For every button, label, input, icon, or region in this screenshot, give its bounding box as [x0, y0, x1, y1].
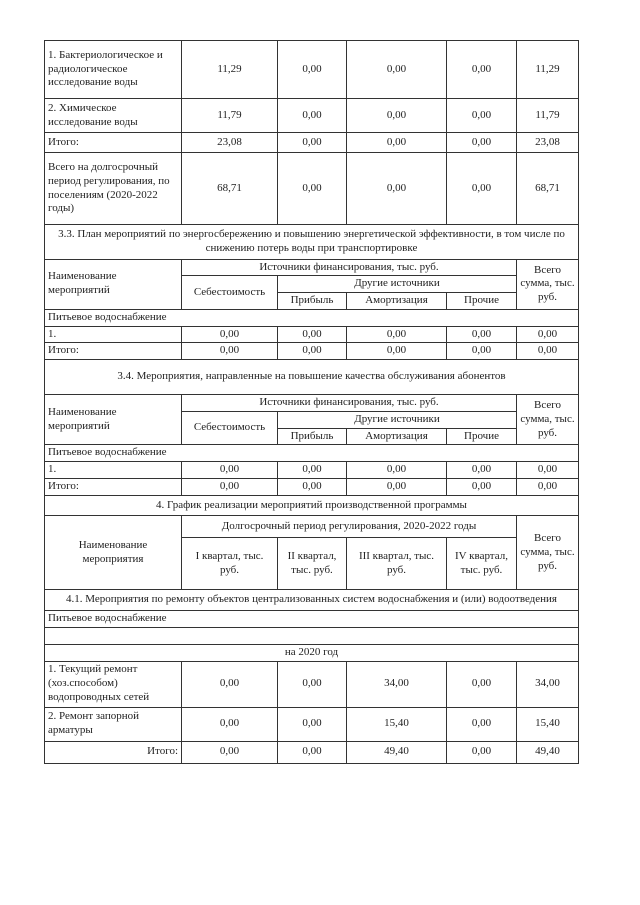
header-row: [45, 395, 579, 412]
section-title: 3.4. Мероприятия, направленные на повышение качества обслуживания абонентов: [45, 360, 579, 395]
year-label: на 2020 год: [45, 644, 579, 661]
column-header-profit: Прибыль: [278, 293, 347, 310]
cell: 0,00: [278, 741, 347, 763]
cell: 11,79: [182, 99, 278, 133]
column-header-total: Всего сумма, тыс. руб.: [517, 395, 579, 445]
column-header-name: Наименование мероприятий: [45, 259, 182, 309]
row-name: Итого:: [45, 133, 182, 153]
row-name: 2. Ремонт запорной арматуры: [45, 707, 182, 741]
section-title: 4.1. Мероприятия по ремонту объектов централизованных систем водоснабжения и (или) водоотведения: [45, 590, 579, 611]
table-row: [45, 153, 579, 225]
cell: 0,00: [347, 326, 447, 343]
cell: 0,00: [447, 326, 517, 343]
group-row: [45, 611, 579, 628]
cell: 0,00: [517, 326, 579, 343]
cell: 0,00: [182, 741, 278, 763]
cell: 0,00: [278, 41, 347, 99]
document-page: [44, 40, 578, 764]
cell: 0,00: [278, 153, 347, 225]
row-name: Всего на долгосрочный период регулирования, по поселениям (2020-2022 годы): [45, 153, 182, 225]
cell: 0,00: [447, 478, 517, 495]
cell: 0,00: [182, 478, 278, 495]
column-header-cost: Себестоимость: [182, 276, 278, 310]
column-header-other: Другие источники: [278, 411, 517, 428]
cell: 0,00: [182, 343, 278, 360]
cell: 0,00: [447, 462, 517, 479]
cell: 0,00: [447, 661, 517, 707]
cell: 0,00: [517, 343, 579, 360]
table-row: [45, 661, 579, 707]
table-row: [45, 478, 579, 495]
cell: 0,00: [278, 133, 347, 153]
column-header-sources: Источники финансирования, тыс. руб.: [182, 395, 517, 412]
program-table: [44, 40, 579, 764]
cell: 0,00: [447, 133, 517, 153]
cell: 11,79: [517, 99, 579, 133]
cell: 0,00: [182, 661, 278, 707]
cell: 49,40: [347, 741, 447, 763]
header-row: [45, 259, 579, 276]
cell: 0,00: [347, 153, 447, 225]
table-row: [45, 133, 579, 153]
cell: 0,00: [447, 41, 517, 99]
cell: 49,40: [517, 741, 579, 763]
cell: 0,00: [278, 478, 347, 495]
spacer-row: [45, 627, 579, 644]
section-title: 4. График реализации мероприятий производственной программы: [45, 495, 579, 516]
cell: 0,00: [278, 343, 347, 360]
cell: 0,00: [278, 326, 347, 343]
column-header-q3: III квартал, тыс. руб.: [347, 538, 447, 590]
row-name: Итого:: [45, 478, 182, 495]
cell: 0,00: [517, 462, 579, 479]
cell: 34,00: [347, 661, 447, 707]
cell: 23,08: [517, 133, 579, 153]
group-label: Питьевое водоснабжение: [45, 445, 579, 462]
table-row: [45, 326, 579, 343]
cell: 11,29: [182, 41, 278, 99]
header-row: [45, 516, 579, 538]
row-name: Итого:: [45, 343, 182, 360]
cell: 68,71: [182, 153, 278, 225]
section-title-row: [45, 225, 579, 260]
column-header-period: Долгосрочный период регулирования, 2020-2022 годы: [182, 516, 517, 538]
cell: 0,00: [447, 153, 517, 225]
column-header-sources: Источники финансирования, тыс. руб.: [182, 259, 517, 276]
cell: 0,00: [182, 326, 278, 343]
table-row: [45, 41, 579, 99]
column-header-misc: Прочие: [447, 293, 517, 310]
section-title-row: [45, 360, 579, 395]
table-row: [45, 707, 579, 741]
column-header-name: Наименование мероприятий: [45, 395, 182, 445]
cell: 0,00: [278, 462, 347, 479]
group-row: [45, 309, 579, 326]
section-title: 3.3. План мероприятий по энергосбережению и повышению энергетической эффективности, в том числе по снижению потерь воды при транспортировке: [45, 225, 579, 260]
cell: 0,00: [347, 41, 447, 99]
cell: 0,00: [278, 707, 347, 741]
table-row: [45, 462, 579, 479]
column-header-other: Другие источники: [278, 276, 517, 293]
column-header-total: Всего сумма, тыс. руб.: [517, 516, 579, 590]
column-header-cost: Себестоимость: [182, 411, 278, 445]
cell: 0,00: [278, 661, 347, 707]
row-name: 1.: [45, 462, 182, 479]
cell: 0,00: [182, 462, 278, 479]
cell: 0,00: [447, 343, 517, 360]
row-name: 1.: [45, 326, 182, 343]
group-row: [45, 445, 579, 462]
cell: 23,08: [182, 133, 278, 153]
column-header-q2: II квартал, тыс. руб.: [278, 538, 347, 590]
cell: 34,00: [517, 661, 579, 707]
spacer: [45, 627, 579, 644]
cell: 11,29: [517, 41, 579, 99]
cell: 0,00: [347, 133, 447, 153]
cell: 0,00: [447, 741, 517, 763]
cell: 0,00: [447, 99, 517, 133]
cell: 0,00: [347, 462, 447, 479]
column-header-amortization: Амортизация: [347, 428, 447, 445]
row-name: 1. Бактериологическое и радиологическое исследование воды: [45, 41, 182, 99]
column-header-misc: Прочие: [447, 428, 517, 445]
cell: 0,00: [278, 99, 347, 133]
cell: 0,00: [447, 707, 517, 741]
cell: 0,00: [347, 478, 447, 495]
row-name: 1. Текущий ремонт (хоз.способом) водопроводных сетей: [45, 661, 182, 707]
table-row: [45, 99, 579, 133]
table-row: [45, 741, 579, 763]
group-label: Питьевое водоснабжение: [45, 309, 579, 326]
column-header-name: Наименование мероприятия: [45, 516, 182, 590]
cell: 15,40: [347, 707, 447, 741]
cell: 68,71: [517, 153, 579, 225]
cell: 15,40: [517, 707, 579, 741]
cell: 0,00: [347, 99, 447, 133]
column-header-q1: I квартал, тыс. руб.: [182, 538, 278, 590]
row-name: Итого:: [45, 741, 182, 763]
cell: 0,00: [347, 343, 447, 360]
column-header-total: Всего сумма, тыс. руб.: [517, 259, 579, 309]
column-header-amortization: Амортизация: [347, 293, 447, 310]
column-header-profit: Прибыль: [278, 428, 347, 445]
year-row: [45, 644, 579, 661]
column-header-q4: IV квартал, тыс. руб.: [447, 538, 517, 590]
cell: 0,00: [182, 707, 278, 741]
table-row: [45, 343, 579, 360]
row-name: 2. Химическое исследование воды: [45, 99, 182, 133]
section-title-row: [45, 495, 579, 516]
group-label: Питьевое водоснабжение: [45, 611, 579, 628]
section-title-row: [45, 590, 579, 611]
cell: 0,00: [517, 478, 579, 495]
